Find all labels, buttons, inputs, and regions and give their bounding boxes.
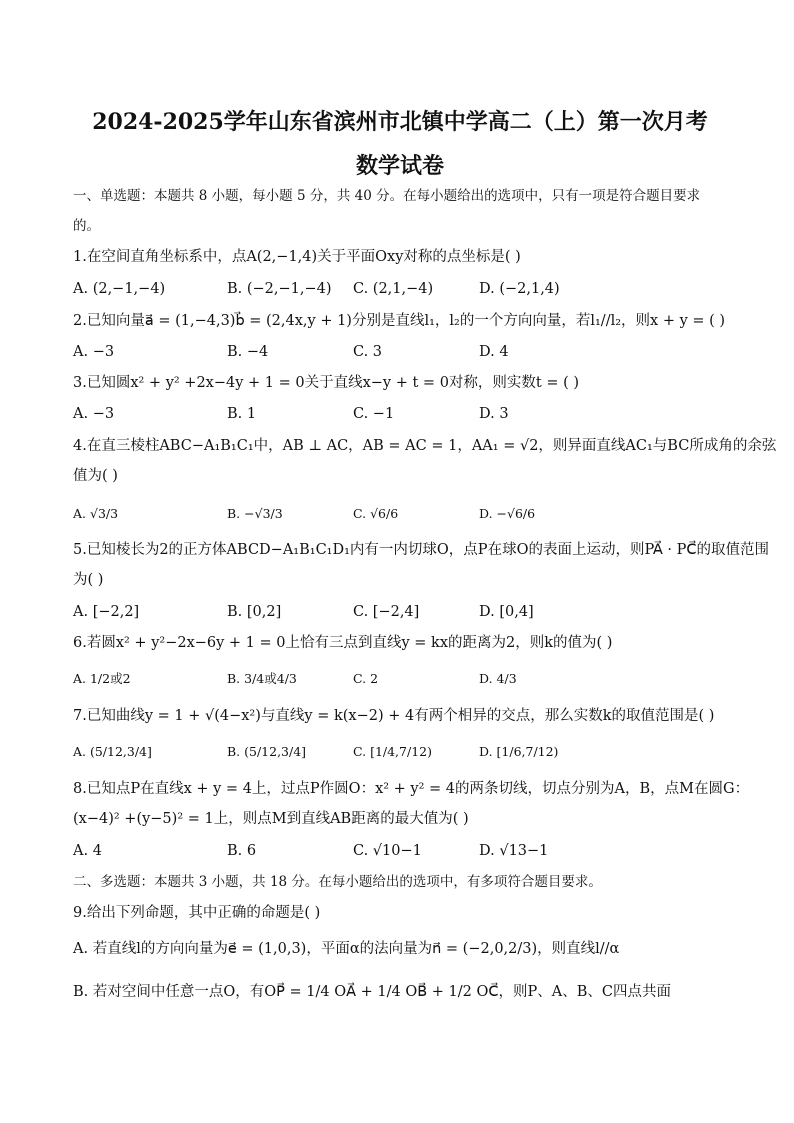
question-7-stem: 7.已知曲线y = 1 + √(4−x²)与直线y = k(x−2) + 4有两个相异的交点，那么实数k的取值范围是( ): [73, 708, 715, 724]
question-4-option-a: A. √3/3: [73, 506, 119, 521]
question-8-options: [73, 840, 723, 862]
question-5-stem-line1: 5.已知棱长为2的正方体ABCD−A₁B₁C₁D₁内有一内切球O，点P在球O的表面上运动，则PA⃗ · PC⃗的取值范围: [73, 542, 770, 558]
question-9-stem: 9.给出下列命题，其中正确的命题是( ): [73, 905, 321, 921]
question-6-options: [73, 668, 723, 690]
question-3-option-c: C. −1: [353, 406, 395, 422]
question-6-stem: 6.若圆x² + y²−2x−6y + 1 = 0上恰有三点到直线y = kx的距离为2，则k的值为( ): [73, 635, 613, 651]
question-5-stem-line2: 为( ): [73, 572, 104, 588]
question-4-option-c: C. √6/6: [353, 506, 399, 521]
question-7-options: [73, 741, 723, 763]
question-8-stem-line1: 8.已知点P在直线x + y = 4上，过点P作圆O：x² + y² = 4的两条切线，切点分别为A，B，点M在圆G：: [73, 781, 750, 797]
question-5-option-c: C. [−2,4]: [353, 604, 420, 620]
question-8-stem-line2: (x−4)² +(y−5)² = 1上，则点M到直线AB距离的最大值为( ): [73, 811, 469, 827]
question-3-option-b: B. 1: [227, 406, 257, 422]
question-4-option-d: D. −√6/6: [479, 506, 536, 521]
question-6-option-d: D. 4/3: [479, 671, 517, 686]
question-3-options: [73, 403, 723, 425]
question-8-option-c: C. √10−1: [353, 843, 422, 859]
question-1-option-d: D. (−2,1,4): [479, 281, 560, 297]
section-2-header: 二、多选题：本题共 3 小题，共 18 分。在每小题给出的选项中，有多项符合题目要求。: [73, 874, 602, 890]
question-9-option-b: B. 若对空间中任意一点O，有OP⃗ = 1/4 OA⃗ + 1/4 OB⃗ + 1/2 OC⃗，则P、A、B、C四点共面: [73, 984, 671, 1000]
question-1-option-a: A. (2,−1,−4): [73, 281, 166, 297]
question-3-option-a: A. −3: [73, 406, 115, 422]
question-7-option-b: B. (5/12,3/4]: [227, 744, 307, 759]
question-3-stem: 3.已知圆x² + y² +2x−4y + 1 = 0关于直线x−y + t = 0对称，则实数t = ( ): [73, 375, 580, 391]
question-5-option-b: B. [0,2]: [227, 604, 282, 620]
question-6-option-b: B. 3/4或4/3: [227, 671, 297, 686]
question-4-stem-line2: 值为( ): [73, 468, 118, 484]
question-2-option-b: B. −4: [227, 344, 269, 360]
question-1-stem: 1.在空间直角坐标系中，点A(2,−1,4)关于平面Oxy对称的点坐标是( ): [73, 249, 521, 265]
question-4-options: [73, 503, 723, 525]
question-5-option-a: A. [−2,2]: [73, 604, 140, 620]
question-2-option-d: D. 4: [479, 344, 509, 360]
question-6-option-a: A. 1/2或2: [73, 671, 131, 686]
question-8-option-b: B. 6: [227, 843, 257, 859]
question-4-stem-line1: 4.在直三棱柱ABC−A₁B₁C₁中，AB ⊥ AC，AB = AC = 1，AA₁ = √2，则异面直线AC₁与BC所成角的余弦: [73, 438, 777, 454]
question-8-option-a: A. 4: [73, 843, 102, 859]
question-2-stem: 2.已知向量a⃗ = (1,−4,3)b⃗ = (2,4x,y + 1)分别是直线l₁，l₂的一个方向向量，若l₁//l₂，则x + y = ( ): [73, 313, 726, 329]
question-1-options: [73, 278, 723, 300]
question-7-option-c: C. [1/4,7/12): [353, 744, 432, 759]
question-3-option-d: D. 3: [479, 406, 509, 422]
question-2-option-c: C. 3: [353, 344, 383, 360]
question-8-option-d: D. √13−1: [479, 843, 549, 859]
question-7-option-a: A. (5/12,3/4]: [73, 744, 152, 759]
question-1-option-b: B. (−2,−1,−4): [227, 281, 332, 297]
question-2-option-a: A. −3: [73, 344, 115, 360]
section-1-header-line2: 的。: [73, 218, 100, 234]
question-6-option-c: C. 2: [353, 671, 379, 686]
question-9-option-a: A. 若直线l的方向向量为e⃗ = (1,0,3)，平面α的法向量为n⃗ = (−2,0,2/3)，则直线l//α: [73, 941, 620, 957]
page-title: 2024-2025学年山东省滨州市北镇中学高二（上）第一次月考数学试卷: [92, 109, 708, 179]
question-1-option-c: C. (2,1,−4): [353, 281, 434, 297]
question-5-option-d: D. [0,4]: [479, 604, 534, 620]
question-2-options: [73, 341, 723, 363]
question-5-options: [73, 601, 723, 623]
question-7-option-d: D. [1/6,7/12): [479, 744, 559, 759]
section-1-header-line1: 一、单选题：本题共 8 小题，每小题 5 分，共 40 分。在每小题给出的选项中，只有一项是符合题目要求: [73, 188, 701, 204]
question-4-option-b: B. −√3/3: [227, 506, 283, 521]
